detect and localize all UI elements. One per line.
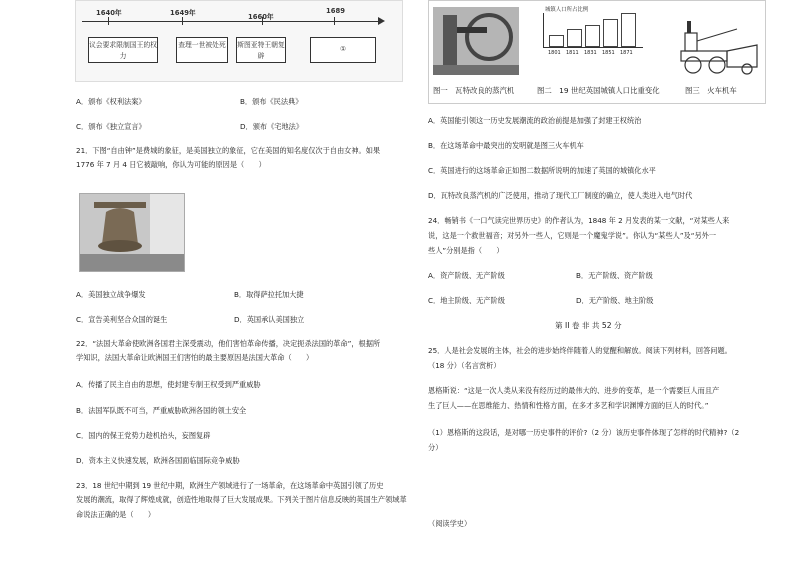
liberty-bell-photo bbox=[79, 193, 185, 272]
q23-option-c: C．英国进行的这场革命正如图二数据所说明的加速了英国的城镇化水平 bbox=[428, 166, 656, 175]
q25-footer: （阅读学史） bbox=[428, 519, 472, 528]
q24-option-b: B．无产阶级、资产阶级 bbox=[576, 271, 653, 280]
q22-option-c: C．国内的保王党势力趁机抬头，妄图复辟 bbox=[76, 431, 211, 440]
timeline-event: 查理一世被处死 bbox=[176, 37, 228, 63]
chart-year: 1851 bbox=[602, 50, 615, 56]
timeline-tick bbox=[182, 17, 183, 25]
chart-bar bbox=[603, 19, 618, 47]
timeline-event: ① bbox=[310, 37, 376, 63]
timeline-year: 1640年 bbox=[96, 9, 122, 17]
timeline-arrow-icon bbox=[378, 17, 385, 25]
q21-stem: 1776 年 7 月 4 日它被敲响，你认为可能的原因是（ ） bbox=[76, 160, 266, 169]
q22-stem: 22．“法国大革命使欧洲各国君主深受震动，他们害怕革命传播，决定扼杀法国的革命”，根据所 bbox=[76, 339, 381, 348]
q24-option-a: A．资产阶级、无产阶级 bbox=[428, 271, 505, 280]
q20-option-c: C．颁布《独立宣言》 bbox=[76, 122, 146, 131]
q20-option-d: D．颁布《宅地法》 bbox=[240, 122, 304, 131]
urban-population-chart bbox=[535, 5, 647, 77]
q21-option-c: C．宣告美利坚合众国的诞生 bbox=[76, 315, 168, 324]
chart-year: 1801 bbox=[548, 50, 561, 56]
chart-y-axis bbox=[543, 13, 544, 47]
q22-option-a: A．传播了民主自由的思想，使封建专制王权受到严重威胁 bbox=[76, 380, 261, 389]
q24-stem: 24．畅销书《一口气读完世界历史》的作者认为，1848 年 2 月发表的某一文献，“对某些人来 bbox=[428, 216, 730, 225]
q24-option-d: D．无产阶级、地主阶级 bbox=[576, 296, 654, 305]
chart-x-axis bbox=[543, 47, 643, 48]
chart-bar bbox=[567, 29, 582, 47]
chart-year: 1831 bbox=[584, 50, 597, 56]
q20-option-b: B．颁布《民法典》 bbox=[240, 97, 303, 106]
timeline-figure bbox=[75, 0, 403, 82]
q25-subquestion: 分） bbox=[428, 443, 443, 452]
timeline-year: 1689 bbox=[326, 7, 345, 15]
bell-icon bbox=[80, 194, 184, 271]
chart-bar bbox=[621, 13, 636, 47]
q23-figures bbox=[428, 0, 766, 104]
steam-engine-photo bbox=[433, 7, 519, 75]
chart-title: 城镇人口所占比例 bbox=[545, 7, 589, 13]
q23-stem: 命说法正确的是（ ） bbox=[76, 510, 156, 519]
q21-option-b: B．取得萨拉托加大捷 bbox=[234, 290, 304, 299]
chart-year: 1811 bbox=[566, 50, 579, 56]
q23-option-a: A．英国能引领这一历史发展潮流的政治前提是加强了封建王权统治 bbox=[428, 116, 642, 125]
q21-option-a: A．美国独立战争爆发 bbox=[76, 290, 146, 299]
q23-stem: 发展的潮流，取得了辉煌成就，创造性地取得了巨大发展成果。下列关于图片信息反映的英国生产领域革 bbox=[76, 495, 407, 504]
timeline-event: 议会要求限制国王的权力 bbox=[88, 37, 158, 63]
timeline-year: 1649年 bbox=[170, 9, 196, 17]
locomotive-icon bbox=[677, 11, 761, 77]
q22-stem: 学知识，法国大革命让欧洲国王们害怕的最主要原因是法国大革命（ ） bbox=[76, 353, 314, 362]
timeline-year: 1660年 bbox=[248, 13, 274, 21]
chart-bar bbox=[585, 25, 600, 47]
q24-option-c: C．地主阶级、无产阶级 bbox=[428, 296, 505, 305]
q25-score: （18 分）（名言赏析） bbox=[428, 361, 501, 370]
q20-option-a: A．颁布《权利法案》 bbox=[76, 97, 146, 106]
q23-stem: 23．18 世纪中期到 19 世纪中期，欧洲生产领域进行了一场革命，在这场革命中英国引领了历史 bbox=[76, 481, 384, 490]
figure-caption: 图一 瓦特改良的蒸汽机 bbox=[433, 86, 515, 95]
figure-caption: 图二 19 世纪英国城镇人口比重变化 bbox=[537, 86, 660, 95]
q22-option-d: D．资本主义快速发展，欧洲各国面临国际竞争威胁 bbox=[76, 456, 240, 465]
timeline-event: 斯图亚特王朝复辟 bbox=[236, 37, 286, 63]
q25-subquestion: （1）恩格斯的这段话，是对哪一历史事件的评价?（2 分）该历史事件体现了怎样的时代精神?（2 bbox=[428, 428, 740, 437]
chart-bar bbox=[549, 35, 564, 47]
timeline-axis bbox=[82, 21, 382, 22]
locomotive-drawing bbox=[677, 11, 761, 77]
section-title: 第 II 卷 非 共 52 分 bbox=[555, 321, 622, 330]
q23-option-b: B．在这场革命中最突出的发明就是图三火车机车 bbox=[428, 141, 584, 150]
q25-quote: 恩格斯说：“这是一次人类从来没有经历过的最伟大的、进步的变革，是一个需要巨人而且产 bbox=[428, 386, 720, 395]
q23-option-d: D．瓦特改良蒸汽机的广泛使用，推动了现代工厂制度的确立，使人类进入电气时代 bbox=[428, 191, 693, 200]
q24-stem: 说，这是一个救世福音；对另外一些人，它则是一个魔鬼学说”。你认为“某些人”及“另外一 bbox=[428, 231, 717, 240]
q21-stem: 21．下图“自由钟”是费城的象征，是美国独立的象征，它在美国的知名度仅次于自由女神。如果 bbox=[76, 146, 381, 155]
q21-option-d: D．英国承认美国独立 bbox=[234, 315, 305, 324]
q24-stem: 些人”分别是指（ ） bbox=[428, 246, 504, 255]
timeline-tick bbox=[108, 17, 109, 25]
q22-option-b: B．法国军队既不可当，严重威胁欧洲各国的领土安全 bbox=[76, 406, 247, 415]
figure-caption: 图三 火车机车 bbox=[685, 86, 737, 95]
timeline-tick bbox=[334, 17, 335, 25]
q25-quote: 生了巨人——在思维能力、热情和性格方面，在多才多艺和学识渊博方面的巨人的时代。” bbox=[428, 401, 709, 410]
chart-year: 1871 bbox=[620, 50, 633, 56]
q25-intro: 25．人是社会发展的主体，社会的进步始终伴随着人的觉醒和解放。阅读下列材料，回答问题。 bbox=[428, 346, 732, 355]
steam-engine-icon bbox=[433, 7, 519, 75]
